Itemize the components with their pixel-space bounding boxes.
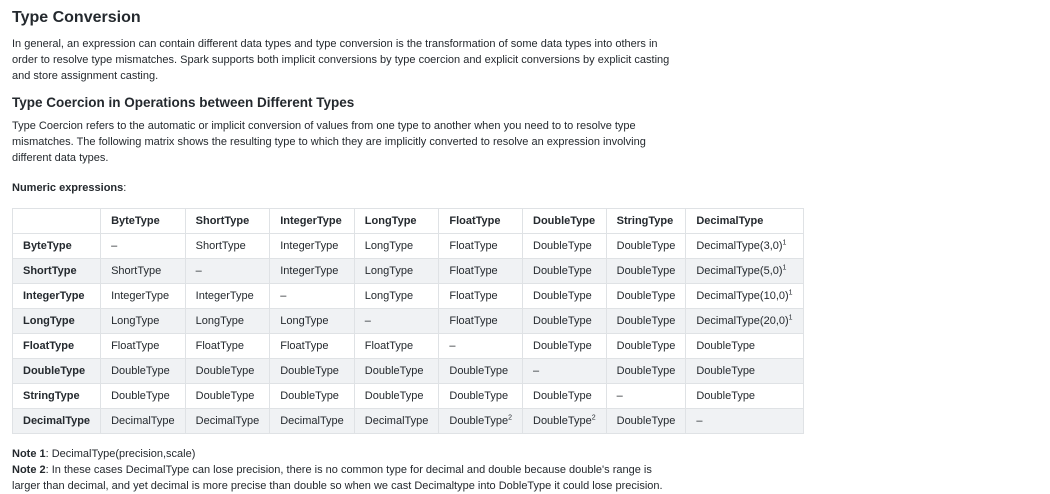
table-cell [185, 384, 270, 409]
cell-value: – [364, 315, 371, 327]
table-cell [101, 234, 186, 259]
coercion-matrix-table [12, 208, 804, 434]
table-cell [439, 359, 523, 384]
table-cell [523, 259, 607, 284]
table-cell [101, 284, 186, 309]
section-paragraph: Type Coercion refers to the automatic or implicit conversion of values from one type to another when you need to to resolve type mismatches. The following matrix shows the resulting type to which they are implicitly converted to resolve an expression involving different data types. [12, 120, 646, 164]
table-cell [354, 334, 439, 359]
table-cell [686, 284, 803, 309]
cell-value: LongType [195, 315, 244, 327]
cell-value: DecimalType(3,0) [696, 240, 783, 252]
cell-value: FloatType [449, 315, 498, 327]
table-cell [270, 284, 355, 309]
cell-value: – [195, 265, 202, 277]
section-title: Type Coercion in Operations between Different Types [12, 95, 355, 110]
table-cell [185, 234, 270, 259]
table-cell [686, 234, 803, 259]
table-cell [354, 259, 439, 284]
table-cell [270, 234, 355, 259]
table-cell [270, 334, 355, 359]
row-header: DecimalType [13, 409, 101, 434]
cell-value: IntegerType [280, 240, 339, 252]
cell-value: DoubleType [533, 315, 592, 327]
cell-value: DoubleType [449, 390, 509, 402]
row-header: FloatType [13, 334, 101, 359]
cell-value: FloatType [449, 240, 498, 252]
cell-value: DoubleType [696, 340, 756, 352]
cell-value: DoubleType [696, 365, 756, 377]
table-cell [354, 409, 439, 434]
cell-value: DoubleType [533, 415, 592, 427]
page-title: Type Conversion [12, 9, 141, 26]
note-2 [12, 462, 677, 494]
row-header: LongType [13, 309, 101, 334]
table-cell [606, 359, 686, 384]
column-header: DecimalType [686, 209, 803, 234]
column-header: ByteType [101, 209, 186, 234]
cell-value: DecimalType [195, 415, 260, 427]
table-row [13, 234, 804, 259]
table-row [13, 284, 804, 309]
cell-value: DecimalType [364, 415, 429, 427]
cell-value: DoubleType [533, 390, 592, 402]
table-cell [354, 384, 439, 409]
cell-value: DoubleType [616, 265, 676, 277]
cell-value: – [449, 340, 456, 352]
table-cell [354, 309, 439, 334]
numeric-label-bold: Numeric expressions [12, 182, 124, 194]
column-header [13, 209, 101, 234]
table-cell [523, 359, 607, 384]
table-cell [354, 359, 439, 384]
cell-value: IntegerType [111, 290, 170, 302]
cell-value: DoubleType [696, 390, 756, 402]
footnote-marker: 1 [782, 264, 787, 272]
note-1-label: Note 1 [12, 448, 46, 460]
cell-value: DoubleType [616, 340, 676, 352]
column-header: IntegerType [270, 209, 355, 234]
table-cell [354, 234, 439, 259]
table-row [13, 259, 804, 284]
cell-value: DoubleType [533, 290, 592, 302]
table-cell [185, 309, 270, 334]
column-header: StringType [606, 209, 686, 234]
row-header: ShortType [13, 259, 101, 284]
table-cell [523, 234, 607, 259]
cell-value: DoubleType [364, 365, 424, 377]
cell-value: DoubleType [533, 265, 592, 277]
cell-value: – [111, 240, 118, 252]
table-body [13, 234, 804, 434]
cell-value: DoubleType [616, 290, 676, 302]
table-cell [686, 309, 803, 334]
table-cell [439, 409, 523, 434]
table-row [13, 334, 804, 359]
footnote-marker: 1 [788, 314, 793, 322]
cell-value: DoubleType [280, 365, 339, 377]
cell-value: DoubleType [280, 390, 339, 402]
notes [12, 446, 677, 494]
table-cell [523, 334, 607, 359]
note-2-label: Note 2 [12, 464, 46, 476]
cell-value: FloatType [280, 340, 329, 352]
cell-value: DoubleType [449, 365, 509, 377]
table-cell [270, 409, 355, 434]
table-cell [270, 359, 355, 384]
cell-value: DoubleType [616, 415, 676, 427]
footnote-marker: 2 [508, 414, 512, 422]
footnote-marker: 2 [591, 414, 596, 422]
table-cell [439, 259, 523, 284]
column-header: ShortType [185, 209, 270, 234]
table-cell [686, 409, 803, 434]
note-1-text: : DecimalType(precision,scale) [45, 448, 196, 460]
cell-value: – [280, 290, 287, 302]
cell-value: IntegerType [280, 265, 339, 277]
table-cell [185, 284, 270, 309]
table-cell [606, 284, 686, 309]
cell-value: DecimalType [280, 415, 344, 427]
table-row [13, 409, 804, 434]
table-cell [606, 234, 686, 259]
cell-value: ShortType [195, 240, 246, 252]
cell-value: DoubleType [449, 415, 509, 427]
column-header: DoubleType [523, 209, 607, 234]
table-cell [439, 284, 523, 309]
table-cell [185, 409, 270, 434]
column-header: LongType [354, 209, 439, 234]
row-header: DoubleType [13, 359, 101, 384]
table-cell [686, 384, 803, 409]
table-cell [606, 309, 686, 334]
table-cell [606, 334, 686, 359]
cell-value: DecimalType [111, 415, 175, 427]
footnote-marker: 1 [788, 289, 793, 297]
table-cell [523, 284, 607, 309]
cell-value: DoubleType [195, 365, 255, 377]
table-cell [523, 409, 607, 434]
cell-value: – [533, 365, 540, 377]
row-header: ByteType [13, 234, 101, 259]
table-cell [270, 309, 355, 334]
cell-value: LongType [111, 315, 160, 327]
cell-value: FloatType [364, 340, 414, 352]
table-cell [101, 259, 186, 284]
cell-value: DoubleType [616, 240, 676, 252]
cell-value: DoubleType [111, 390, 170, 402]
table-cell [270, 384, 355, 409]
table-header-row [13, 209, 804, 234]
table-cell [270, 259, 355, 284]
table-cell [523, 309, 607, 334]
table-cell [101, 359, 186, 384]
cell-value: LongType [364, 265, 414, 277]
table-cell [101, 309, 186, 334]
table-cell [686, 359, 803, 384]
table-row [13, 359, 804, 384]
cell-value: DoubleType [533, 340, 592, 352]
row-header: IntegerType [13, 284, 101, 309]
table-cell [686, 334, 803, 359]
intro-paragraph: In general, an expression can contain different data types and type conversion is the transformation of some data types into others in order to resolve type mismatches. Spark supports both implicit conversions by type coercion and explicit conversions by explicit casting and store assignment casting. [12, 38, 670, 82]
table-cell [185, 259, 270, 284]
cell-value: – [696, 415, 703, 427]
cell-value: FloatType [449, 265, 498, 277]
table-cell [185, 334, 270, 359]
note-1 [12, 446, 677, 462]
cell-value: DoubleType [533, 240, 592, 252]
cell-value: DoubleType [111, 365, 170, 377]
column-header: FloatType [439, 209, 523, 234]
numeric-label-suffix: : [123, 182, 127, 194]
table-cell [185, 359, 270, 384]
row-header: StringType [13, 384, 101, 409]
cell-value: DecimalType(10,0) [696, 290, 789, 302]
cell-value: LongType [364, 240, 414, 252]
table-cell [606, 384, 686, 409]
cell-value: FloatType [111, 340, 160, 352]
table-cell [439, 334, 523, 359]
cell-value: DoubleType [195, 390, 255, 402]
table-cell [101, 334, 186, 359]
table-cell [439, 384, 523, 409]
cell-value: LongType [364, 290, 414, 302]
table-row [13, 384, 804, 409]
table-cell [606, 259, 686, 284]
cell-value: – [616, 390, 623, 402]
table-cell [354, 284, 439, 309]
cell-value: FloatType [449, 290, 498, 302]
cell-value: DoubleType [616, 365, 676, 377]
table-cell [439, 234, 523, 259]
cell-value: IntegerType [195, 290, 254, 302]
table-cell [101, 409, 186, 434]
cell-value: ShortType [111, 265, 162, 277]
table-cell [523, 384, 607, 409]
cell-value: DecimalType(5,0) [696, 265, 783, 277]
table-cell [606, 409, 686, 434]
cell-value: DecimalType(20,0) [696, 315, 789, 327]
table-cell [686, 259, 803, 284]
table-cell [439, 309, 523, 334]
cell-value: DoubleType [616, 315, 676, 327]
note-2-text: : In these cases DecimalType can lose precision, there is no common type for decimal and double because double's range is larger than decimal, and yet decimal is more precise than double so when we cast Decimaltype into DobleType it could lose precision. [12, 464, 663, 492]
table-cell [101, 384, 186, 409]
table-row [13, 309, 804, 334]
numeric-expressions-label [12, 180, 1038, 196]
cell-value: DoubleType [364, 390, 424, 402]
footnote-marker: 1 [782, 239, 787, 247]
cell-value: FloatType [195, 340, 244, 352]
cell-value: LongType [280, 315, 329, 327]
